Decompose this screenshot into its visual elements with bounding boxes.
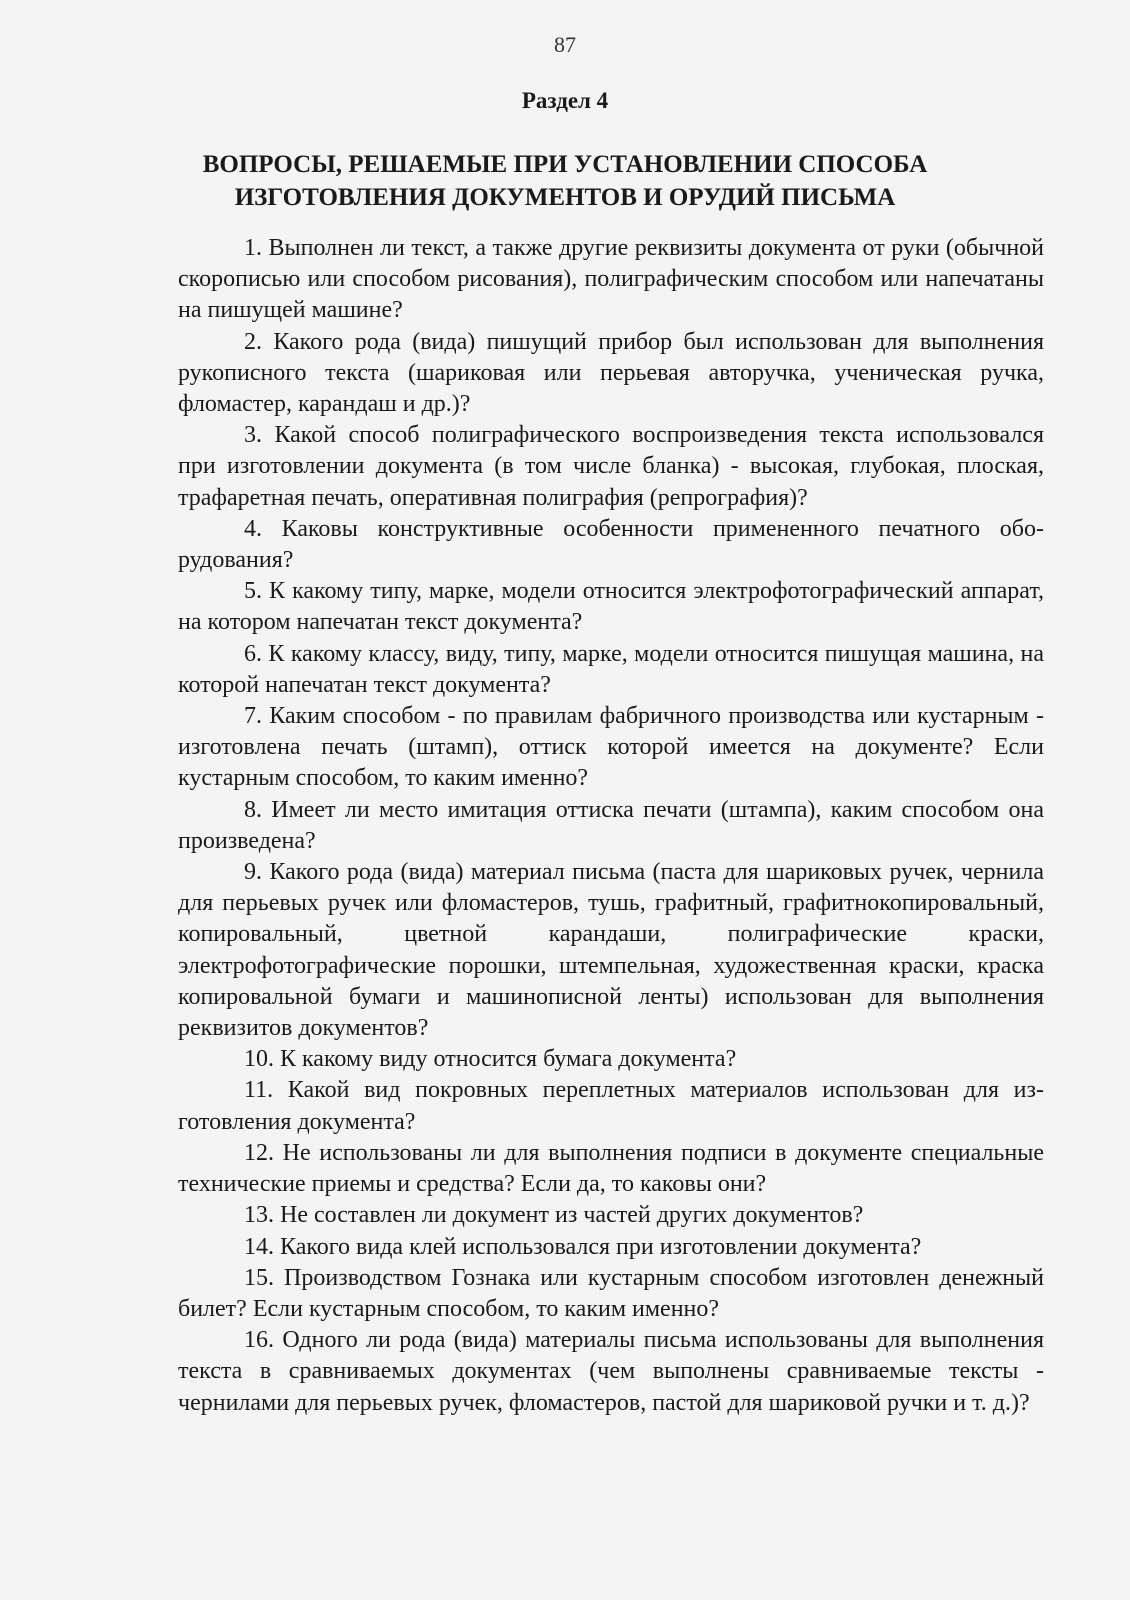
section-title-line: ИЗГОТОВЛЕНИЯ ДОКУМЕНТОВ И ОРУДИЙ ПИСЬМА: [234, 184, 896, 211]
question-item: 11. Какой вид покровных переплетных материалов использован для изготовления документа?: [178, 1077, 1044, 1135]
questions-list: [178, 233, 1044, 1419]
question-item: 10. К какому виду относится бумага документа?: [244, 1046, 737, 1073]
question-item: 15. Производством Гознака или кустарным способом изготовлен денежный билет? Если кустарным способом, то каким именно?: [178, 1264, 1044, 1322]
question-item: 14. Какого вида клей использовался при изготовлении документа?: [244, 1233, 922, 1260]
question-item: 2. Какого рода (вида) пишущий прибор был использован для выполнения рукописного текста (шариковая или перьевая авторучка, ученическая ручка, фломастер, карандаш и др.)?: [178, 328, 1044, 418]
section-title: [60, 148, 1070, 214]
question-item: 12. Не использованы ли для выполнения подписи в документе специальные технические приемы и средства? Если да, то каковы они?: [178, 1139, 1044, 1198]
question-item: 5. К какому типу, марке, модели относится электрофотографический аппарат, на котором напечатан текст документа?: [178, 578, 1044, 636]
question-item: 1. Выполнен ли текст, а также другие реквизиты документа от руки (обычной скорописью или способом рисования), полиграфическим способом или напечатаны на пишущей машине?: [178, 235, 1044, 324]
question-item: 16. Одного ли рода (вида) материалы письма использованы для выполнения текста в сравниваемых документах (чем выполнены сравниваемые тексты - чернилами для перьевых ручек, фломастеров, пастой для шариковой ручки и т. д.)?: [178, 1327, 1044, 1416]
question-item: 6. К какому классу, виду, типу, марке, модели относится пишущая машина, на которой напечатан текст документа?: [178, 640, 1044, 698]
page-number: 87: [554, 32, 576, 57]
question-item: 4. Каковы конструктивные особенности примененного печатного оборудования?: [178, 515, 1044, 574]
section-title-line: ВОПРОСЫ, РЕШАЕМЫЕ ПРИ УСТАНОВЛЕНИИ СПОСОБА: [202, 151, 928, 178]
question-item: 9. Какого рода (вида) материал письма (паста для шариковых ручек, чернила для перьевых ручек или фломастеров, тушь, графитный, графитнокопировальный, копировальный, цветной карандаши, полиграфические краски, электрофотографические порошки, штемпельная, художественная краски, краска копировальной бумаги и машинописной ленты) использован для выполнения реквизитов документов?: [178, 859, 1044, 1042]
question-item: 8. Имеет ли место имитация оттиска печати (штампа), каким способом она произведена?: [178, 796, 1044, 854]
question-item: 3. Какой способ полиграфического воспроизведения текста использовался при изготовлении документа (в том числе бланка) - высокая, глубокая, плоская, трафаретная печать, оперативная полиграфия (репрография)?: [178, 422, 1044, 511]
question-item: 7. Каким способом - по правилам фабричного производства или кустарным - изготовлена печать (штамп), оттиск которой имеется на документе? Если кустарным способом, то каким именно?: [178, 703, 1044, 792]
section-label: Раздел 4: [521, 88, 609, 113]
question-item: 13. Не составлен ли документ из частей других документов?: [244, 1202, 864, 1229]
